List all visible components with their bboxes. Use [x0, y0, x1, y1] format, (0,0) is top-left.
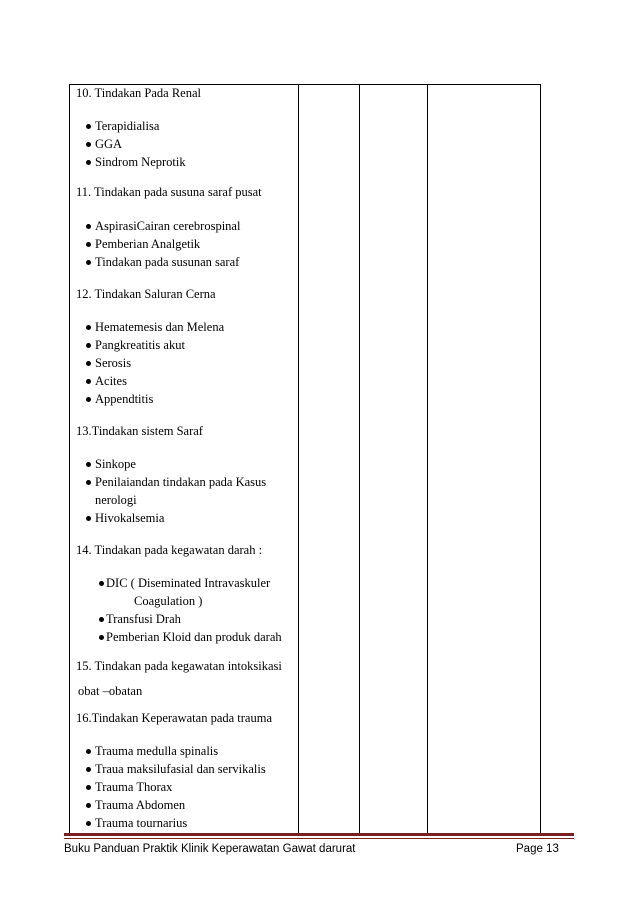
section-heading: 14. Tindakan pada kegawatan darah : [76, 543, 263, 557]
footer-rule [64, 833, 574, 836]
section-heading: 16.Tindakan Keperawatan pada trauma [76, 711, 272, 725]
list-item: Pemberian Kloid dan produk darah [76, 628, 296, 646]
bullet-list [76, 318, 296, 408]
list-item: Pangkreatitis akut [76, 336, 296, 354]
bullet-list [76, 574, 296, 646]
bullet-list [76, 742, 296, 832]
list-item: Trauma Thorax [76, 778, 296, 796]
section-continuation: obat –obatan [78, 684, 143, 698]
list-item: Tindakan pada susunan saraf [76, 253, 296, 271]
section-heading: 12. Tindakan Saluran Cerna [76, 287, 216, 301]
list-item: Terapidialisa [76, 117, 296, 135]
footer-title: Buku Panduan Praktik Klinik Keperawatan Gawat darurat [64, 843, 356, 855]
list-item: Trauma medulla spinalis [76, 742, 296, 760]
list-item: Trauma Abdomen [76, 796, 296, 814]
column-divider [359, 85, 360, 833]
list-item: Serosis [76, 354, 296, 372]
list-item: Acites [76, 372, 296, 390]
list-item: Penilaiandan tindakan pada Kasus [76, 473, 296, 491]
list-item: Sinkope [76, 455, 296, 473]
list-item: nerologi [95, 493, 137, 507]
list-item: Appendtitis [76, 390, 296, 408]
section-heading: 10. Tindakan Pada Renal [76, 86, 201, 100]
section-heading: 13.Tindakan sistem Saraf [76, 424, 203, 438]
list-item: Sindrom Neprotik [76, 153, 296, 171]
bullet-list [76, 455, 296, 527]
list-item: DIC ( Diseminated Intravaskuler [76, 574, 296, 592]
bullet-list [76, 117, 296, 171]
footer-rule [64, 838, 574, 839]
procedure-list [76, 85, 296, 832]
list-item: Traua maksilufasial dan servikalis [76, 760, 296, 778]
list-item: Hematemesis dan Melena [76, 318, 296, 336]
list-item: GGA [76, 135, 296, 153]
column-divider [427, 85, 428, 833]
list-item: Trauma tournarius [76, 814, 296, 832]
list-item: Coagulation ) [134, 594, 203, 608]
list-item: Pemberian Analgetik [76, 235, 296, 253]
list-item: Transfusi Drah [76, 610, 296, 628]
list-item: Hivokalsemia [76, 509, 296, 527]
section-heading: 11. Tindakan pada susuna saraf pusat [76, 185, 262, 199]
bullet-list [76, 217, 296, 271]
page-number: Page 13 [516, 843, 559, 855]
list-item: AspirasiCairan cerebrospinal [76, 217, 296, 235]
column-divider [298, 85, 299, 833]
section-heading: 15. Tindakan pada kegawatan intoksikasi [76, 659, 282, 673]
